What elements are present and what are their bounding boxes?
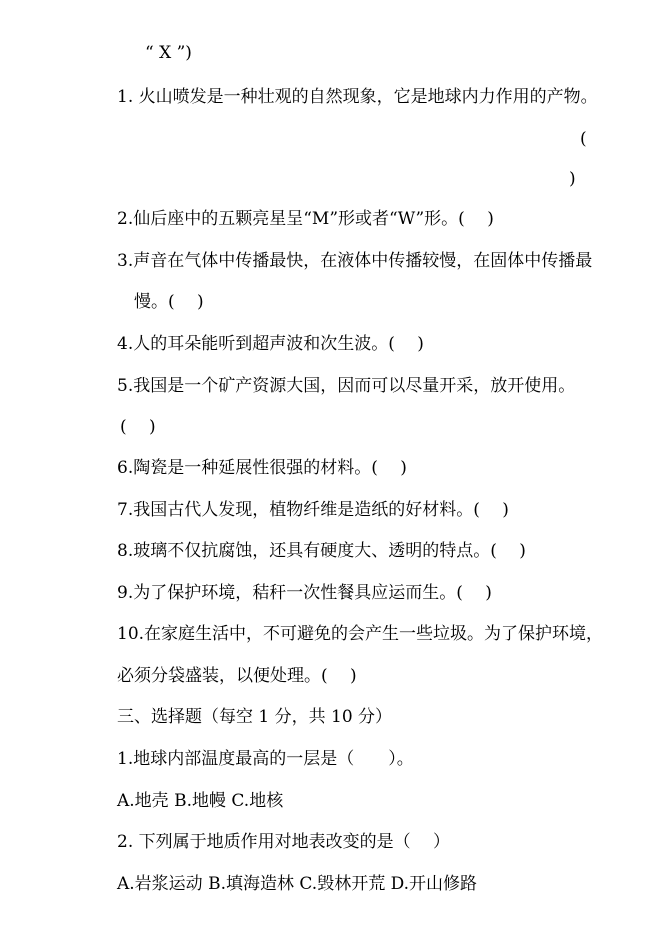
section-heading-choice: 三、选择题（每空 1 分，共 10 分） [117, 707, 393, 727]
question-3-continued: 慢。( ) [134, 292, 204, 312]
question-4: 4.人的耳朵能听到超声波和次生波。( ) [117, 334, 424, 354]
judgement-instruction-tail: “ X ”) [145, 43, 192, 63]
question-5: 5.我国是一个矿产资源大国，因而可以尽量开采，放开使用。 [117, 376, 576, 396]
question-3: 3.声音在气体中传播最快，在液体中传播较慢，在固体中传播最 [117, 251, 593, 271]
choice-question-2: 2. 下列属于地质作用对地表改变的是（ ） [117, 832, 451, 852]
question-6: 6.陶瓷是一种延展性很强的材料。( ) [117, 458, 407, 478]
question-5-answer: ( ) [120, 417, 156, 437]
choice-question-2-options: A.岩浆运动 B.填海造林 C.毁林开荒 D.开山修路 [117, 874, 478, 894]
question-10-continued: 必须分袋盛装，以便处理。( ) [117, 666, 357, 686]
choice-question-1: 1.地球内部温度最高的一层是（ ）。 [117, 749, 414, 769]
answer-bracket-close: ) [569, 169, 576, 189]
question-2: 2.仙后座中的五颗亮星呈“M”形或者“W”形。( ) [117, 209, 494, 229]
answer-bracket-open: ( [580, 129, 587, 149]
question-9: 9.为了保护环境，秸秆一次性餐具应运而生。( ) [117, 583, 492, 603]
choice-question-1-options: A.地壳 B.地幔 C.地核 [117, 791, 284, 811]
question-1: 1. 火山喷发是一种壮观的自然现象，它是地球内力作用的产物。 [117, 87, 598, 107]
question-10: 10.在家庭生活中，不可避免的会产生一些垃圾。为了保护环境， [117, 624, 604, 644]
question-7: 7.我国古代人发现，植物纤维是造纸的好材料。( ) [117, 500, 509, 520]
question-8: 8.玻璃不仅抗腐蚀，还具有硬度大、透明的特点。( ) [117, 541, 526, 561]
